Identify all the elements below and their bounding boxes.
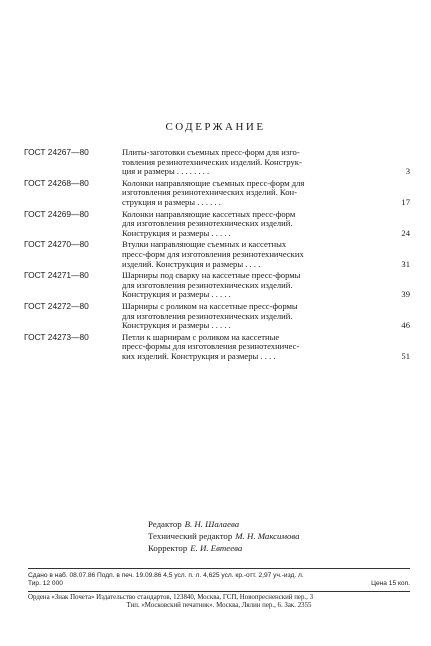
imprint-line: Сдано в наб. 08.07.86 Подп. в печ. 19.09.86 4,5 усл. п. л. 4,625 усл. кр.-отт. 2,97 уч.-изд. л. [28,572,304,579]
toc-description-line: Втулки направляющие съемных и кассетных [122,240,287,250]
toc-description [122,302,382,331]
toc-description-line: ких изделий. Конструкция и размеры . . . . [122,351,276,361]
toc-description-line: товления резинотехнических изделий. Конструк- [122,157,302,167]
page-title: СОДЕРЖАНИЕ [165,121,266,133]
toc-description-line: Плиты-заготовки съемных пресс-форм для изго- [122,148,300,157]
toc-gost-number: ГОСТ 24267—80 [24,147,89,157]
toc-gost-number: ГОСТ 24270—80 [24,239,89,250]
toc-description-line: Петли к шарнирам с роликом на кассетные [122,332,280,342]
toc-description-line: Шарниры под сварку на кассетные пресс-формы [122,271,301,281]
toc-description-line: ция и размеры . . . . . . . . [122,167,210,177]
credits [148,518,300,554]
table-of-contents [24,148,410,363]
toc-description-line: Конструкция и размеры . . . . . [122,290,231,300]
toc-entry [24,302,410,331]
toc-entry [24,271,410,300]
toc-page-number: 46 [401,320,410,331]
toc-page-number: 24 [401,227,410,238]
toc-description-line: изделий. Конструкция и размеры . . . . [122,259,261,269]
toc-description-line: струкция и размеры . . . . . . [122,197,221,207]
publisher-line: Ордена «Знак Почета» Издательство стандартов, 123840, Москва, ГСП, Новопресненский пер., 3 [28,594,314,601]
toc-description-line: для изготовления резинотехнических изделий. [122,219,293,229]
toc-entry [24,240,410,269]
credit-role: Корректор [148,543,188,553]
divider-top [28,568,410,569]
toc-gost-number: ГОСТ 24271—80 [24,270,89,281]
toc-gost-number: ГОСТ 24272—80 [24,300,89,311]
credit-row [148,542,300,554]
toc-description [122,148,382,177]
toc-page-number: 39 [401,289,410,300]
toc-description-line: Шарниры с роликом на кассетные пресс-формы [122,301,298,311]
toc-gost-number: ГОСТ 24268—80 [24,177,89,188]
credit-name: В. Н. Шалаева [184,519,240,529]
credit-row [148,518,300,530]
toc-description [122,210,382,239]
toc-gost-number: ГОСТ 24269—80 [24,208,89,219]
credit-name: М. Н. Максимова [235,531,300,541]
credit-role: Редактор [148,519,182,529]
toc-description-line: пресс-формы для изготовления резинотехничес- [122,342,300,352]
imprint-circulation: Тир. 12 000 [28,580,63,587]
toc-description [122,333,382,362]
toc-page-number: 17 [401,196,410,207]
toc-description [122,179,382,208]
toc-description [122,240,382,269]
toc-description-line: Колонки направляющие кассетных пресс-форм [122,209,296,219]
toc-description-line: пресс-форм для изготовления резинотехнических [122,249,304,259]
toc-entry [24,210,410,239]
toc-description-line: Колонки направляющие съемных пресс-форм для [122,178,305,188]
toc-entry [24,179,410,208]
credit-name: Е. И. Евтеева [190,543,243,553]
credit-role: Технический редактор [148,531,233,541]
toc-description-line: изготовления резинотехнических изделий. Кон- [122,188,297,198]
toc-gost-number: ГОСТ 24273—80 [24,331,89,342]
printer-line: Тип. «Московский печатник». Москва, Лялин пер., 6. Зак. 2355 [126,602,312,609]
credit-row [148,530,300,542]
toc-page-number: 51 [401,350,410,361]
toc-description-line: Конструкция и размеры . . . . . [122,321,231,331]
toc-description-line: для изготовления резинотехнических изделий. [122,311,293,321]
toc-entry [24,148,410,177]
toc-description [122,271,382,300]
toc-description-line: Конструкция и размеры . . . . . [122,228,231,238]
imprint-price: Цена 15 коп. [371,580,410,587]
printing-info [28,594,410,610]
toc-page-number: 3 [405,166,410,177]
toc-entry [24,333,410,362]
divider-bottom [28,591,410,592]
toc-description-line: для изготовления резинотехнических изделий. [122,280,293,290]
toc-page-number: 31 [401,258,410,269]
imprint [28,572,410,588]
